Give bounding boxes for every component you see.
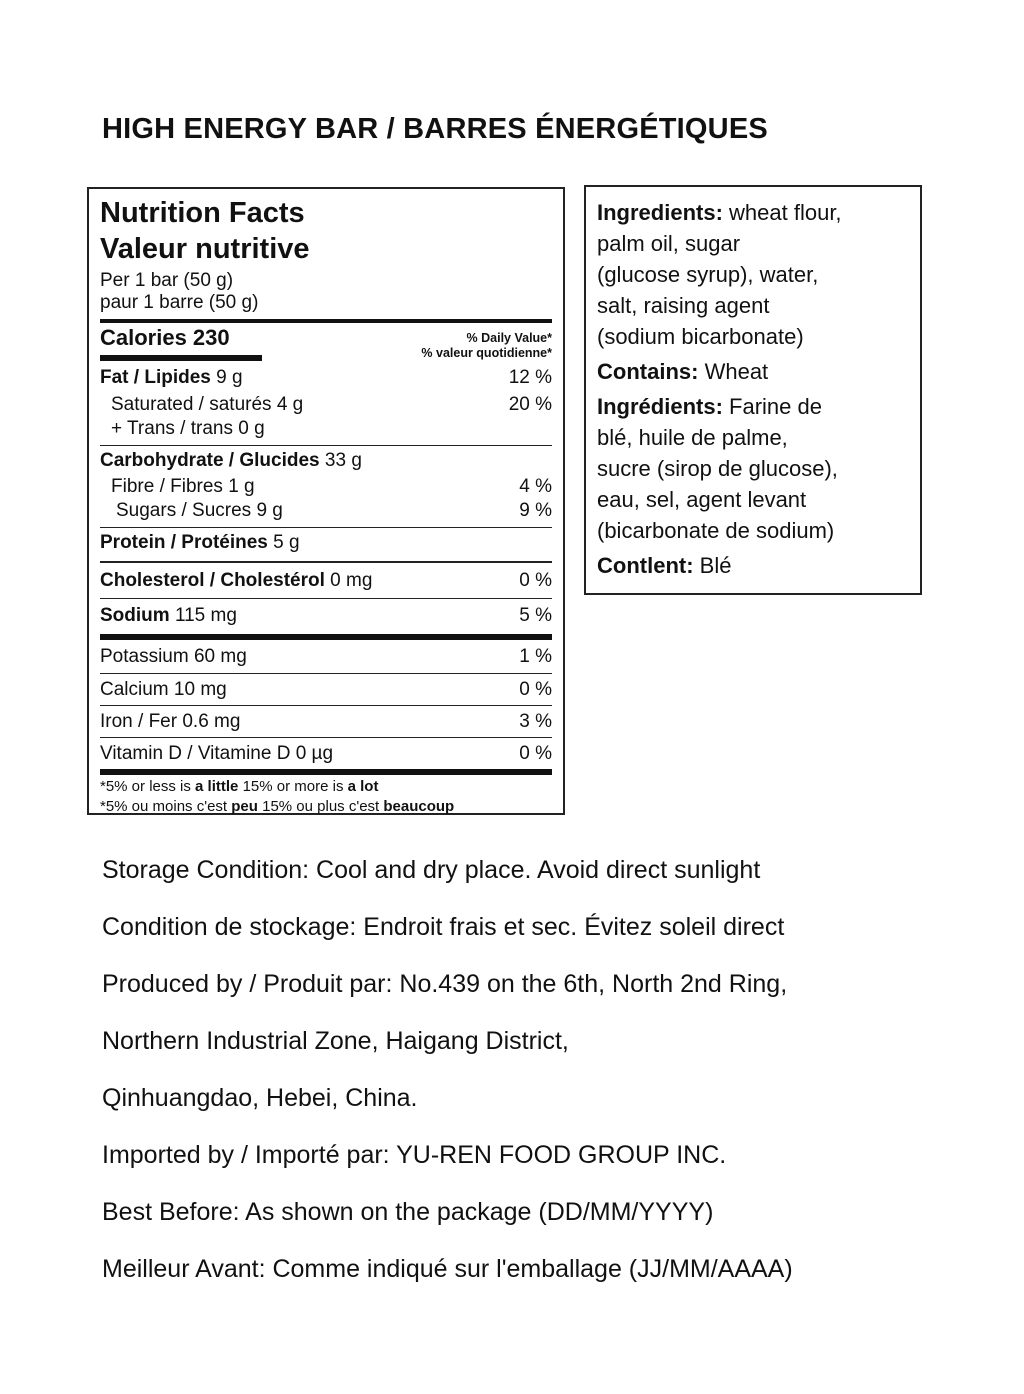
vitamin-d-label: Vitamin D / Vitamine D 0 µg bbox=[100, 743, 334, 764]
product-title: HIGH ENERGY BAR / BARRES ÉNERGÉTIQUES bbox=[102, 113, 768, 145]
footnote-fr: *5% ou moins c'est peu 15% ou plus c'est beaucoup bbox=[100, 798, 455, 815]
divider bbox=[100, 561, 552, 563]
ingredients-en-line: salt, raising agent bbox=[597, 293, 770, 318]
ingredients-en: Ingredients: wheat flour, bbox=[597, 200, 842, 225]
fat-row bbox=[100, 366, 552, 390]
iron-row bbox=[100, 710, 552, 734]
potassium-row bbox=[100, 645, 552, 669]
ingredients-fr-line: eau, sel, agent levant bbox=[597, 487, 807, 512]
contient-line: Contlent: Blé bbox=[597, 553, 732, 578]
best-before-fr: Meilleur Avant: Comme indiqué sur l'emballage (JJ/MM/AAAA) bbox=[102, 1255, 793, 1283]
ingredients-fr: Ingrédients: Farine de bbox=[597, 394, 822, 419]
iron-label: Iron / Fer 0.6 mg bbox=[100, 711, 241, 732]
daily-value-header bbox=[421, 331, 552, 361]
carb-amount: 33 g bbox=[324, 450, 362, 471]
calcium-label: Calcium 10 mg bbox=[100, 679, 227, 700]
ingredients-en-label: Ingredients: bbox=[597, 200, 723, 225]
sodium-pct: 5 % bbox=[519, 605, 552, 626]
ingredients-en-line: (sodium bicarbonate) bbox=[597, 324, 804, 349]
saturated-pct: 20 % bbox=[508, 394, 552, 415]
protein-row bbox=[100, 531, 552, 555]
cholesterol-row bbox=[100, 569, 552, 593]
ingredients-en-line: palm oil, sugar bbox=[597, 231, 741, 256]
contains-line: Contains: Wheat bbox=[597, 359, 769, 384]
calcium-row bbox=[100, 678, 552, 702]
producer-line-2: Northern Industrial Zone, Haigang District, bbox=[102, 1027, 569, 1055]
trans-row bbox=[100, 417, 552, 441]
producer-line-3: Qinhuangdao, Hebei, China. bbox=[102, 1084, 418, 1112]
divider bbox=[100, 598, 552, 599]
cholesterol-pct: 0 % bbox=[519, 570, 552, 591]
iron-pct: 3 % bbox=[519, 711, 552, 732]
calories-label: Calories 230 bbox=[100, 325, 230, 350]
ingredients-fr-line: sucre (sirop de glucose), bbox=[597, 456, 838, 481]
ingredients-fr-line: blé, huile de palme, bbox=[597, 425, 788, 450]
calories-row bbox=[100, 323, 552, 367]
carb-row bbox=[100, 449, 552, 473]
nutrition-heading-fr: Valeur nutritive bbox=[100, 233, 310, 265]
best-before-en: Best Before: As shown on the package (DD/MM/YYYY) bbox=[102, 1198, 714, 1226]
ingredients-panel bbox=[584, 185, 922, 595]
vitamin-d-pct: 0 % bbox=[519, 743, 552, 764]
contains-label: Contains: bbox=[597, 359, 699, 384]
nutrition-heading-en: Nutrition Facts bbox=[100, 197, 305, 229]
sugars-label: Sugars / Sucres 9 g bbox=[116, 500, 283, 521]
divider bbox=[100, 737, 552, 738]
divider bbox=[100, 445, 552, 446]
ingredients-fr-label: Ingrédients: bbox=[597, 394, 723, 419]
nutrition-facts-table bbox=[87, 187, 565, 815]
storage-condition-fr: Condition de stockage: Endroit frais et sec. Évitez soleil direct bbox=[102, 913, 785, 941]
importer-line: Imported by / Importé par: YU-REN FOOD GROUP INC. bbox=[102, 1141, 727, 1169]
cholesterol-label: Cholesterol / Cholestérol bbox=[100, 570, 325, 591]
potassium-pct: 1 % bbox=[519, 646, 552, 667]
fat-pct: 12 % bbox=[508, 367, 552, 388]
sodium-label: Sodium bbox=[100, 605, 170, 626]
ingredients-en-line: (glucose syrup), water, bbox=[597, 262, 819, 287]
product-info bbox=[102, 852, 793, 1308]
divider-thick bbox=[100, 634, 552, 640]
protein-label: Protein / Protéines bbox=[100, 532, 268, 553]
footnote-en: *5% or less is a little 15% or more is a lot bbox=[100, 778, 379, 795]
vitamin-d-row bbox=[100, 742, 552, 766]
divider bbox=[100, 673, 552, 674]
sodium-row bbox=[100, 604, 552, 628]
divider bbox=[100, 705, 552, 706]
cholesterol-amount: 0 mg bbox=[330, 570, 373, 591]
footnote bbox=[100, 775, 552, 817]
divider bbox=[100, 527, 552, 528]
producer-line-1: Produced by / Produit par: No.439 on the 6th, North 2nd Ring, bbox=[102, 970, 788, 998]
fibre-label: Fibre / Fibres 1 g bbox=[111, 476, 255, 497]
fat-label: Fat / Lipides bbox=[100, 367, 211, 388]
fat-amount: 9 g bbox=[216, 367, 243, 388]
storage-condition-en: Storage Condition: Cool and dry place. Avoid direct sunlight bbox=[102, 856, 761, 884]
saturated-row bbox=[100, 393, 552, 417]
serving-size-en: Per 1 bar (50 g) bbox=[100, 270, 234, 291]
sugars-row bbox=[100, 499, 552, 523]
protein-amount: 5 g bbox=[273, 532, 300, 553]
sodium-amount: 115 mg bbox=[174, 605, 237, 626]
calcium-pct: 0 % bbox=[519, 679, 552, 700]
potassium-label: Potassium 60 mg bbox=[100, 646, 247, 667]
fibre-row bbox=[100, 475, 552, 499]
fibre-pct: 4 % bbox=[519, 476, 552, 497]
contient-label: Contlent: bbox=[597, 553, 694, 578]
calories-bar bbox=[100, 355, 262, 361]
ingredients-fr-line: (bicarbonate de sodium) bbox=[597, 518, 835, 543]
daily-value-en: % Daily Value* bbox=[466, 331, 552, 345]
carb-label: Carbohydrate / Glucides bbox=[100, 450, 320, 471]
daily-value-fr: % valeur quotidienne* bbox=[421, 346, 552, 360]
serving-size-fr: paur 1 barre (50 g) bbox=[100, 292, 259, 313]
trans-label: + Trans / trans 0 g bbox=[111, 418, 265, 439]
saturated-label: Saturated / saturés 4 g bbox=[111, 394, 304, 415]
sugars-pct: 9 % bbox=[519, 500, 552, 521]
